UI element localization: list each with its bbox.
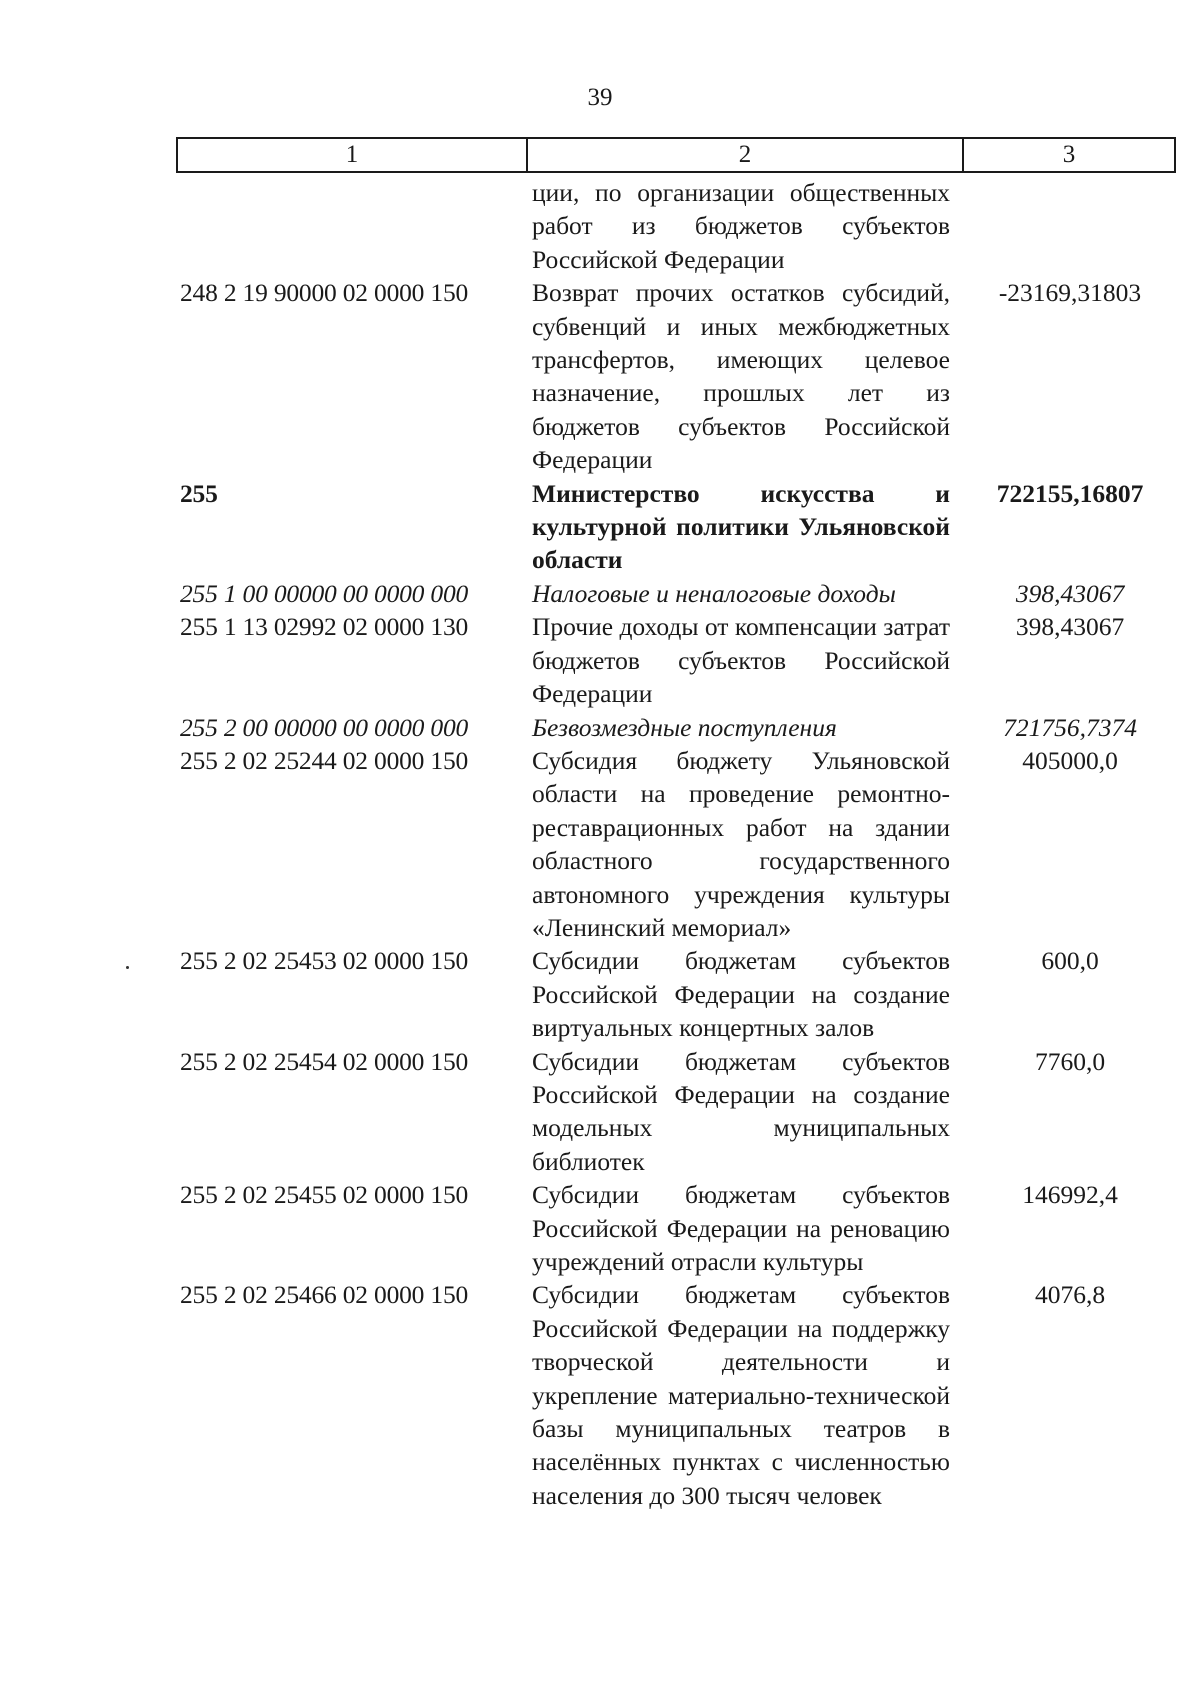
page-number: 39 bbox=[587, 84, 613, 111]
table-row bbox=[180, 944, 1180, 1044]
row-name: Возврат прочих остатков субсидий, субвенций и иных межбюджетных трансфертов, имеющих целевое назначение, прошлых лет из бюджетов субъектов Российской Федерации bbox=[532, 278, 950, 475]
header-col-1: 1 bbox=[178, 139, 528, 171]
row-code: 255 2 02 25454 02 0000 150 bbox=[180, 1046, 469, 1076]
row-name: Субсидии бюджетам субъектов Российской Федерации на поддержку творческой деятельности и укрепление материально-технической базы муниципальных театров в населённых пунктах с численностью населения до 300 тысяч человек bbox=[532, 1280, 950, 1510]
row-name: Субсидии бюджетам субъектов Российской Федерации на создание модельных муниципальных библиотек bbox=[532, 1046, 950, 1176]
row-code: 255 2 02 25244 02 0000 150 bbox=[180, 745, 469, 775]
table-row bbox=[180, 276, 1180, 476]
row-amount: 398,43067 bbox=[1015, 612, 1125, 642]
row-name: Субсидия бюджету Ульяновской области на проведение ремонтно-реставрационных работ на здании областного государственного автономного учреждения культуры «Ленинский мемориал» bbox=[532, 745, 950, 942]
header-col-2: 2 bbox=[528, 139, 964, 171]
row-amount: 7760,0 bbox=[1034, 1046, 1106, 1076]
row-name: Налоговые и неналоговые доходы bbox=[532, 578, 896, 608]
table-row bbox=[180, 1045, 1180, 1179]
table-row bbox=[180, 610, 1180, 710]
row-name: Субсидии бюджетам субъектов Российской Федерации на создание виртуальных концертных залов bbox=[532, 946, 950, 1043]
row-amount: 722155,16807 bbox=[996, 478, 1144, 508]
table-row bbox=[180, 744, 1180, 944]
table-body bbox=[180, 176, 1180, 1512]
table-row bbox=[180, 176, 1180, 276]
table-header bbox=[176, 137, 1176, 173]
row-code: 255 2 02 25455 02 0000 150 bbox=[180, 1180, 469, 1210]
table-row bbox=[180, 1178, 1180, 1278]
row-name: Прочие доходы от компенсации затрат бюджетов субъектов Российской Федерации bbox=[532, 612, 950, 709]
header-col-3: 3 bbox=[1062, 141, 1076, 168]
row-amount: 146992,4 bbox=[1022, 1180, 1118, 1210]
scan-speck bbox=[126, 966, 129, 969]
row-code: 255 2 02 25466 02 0000 150 bbox=[180, 1280, 469, 1310]
row-code: 255 bbox=[180, 478, 218, 508]
row-code: 255 2 00 00000 00 0000 000 bbox=[180, 712, 469, 742]
row-amount: 398,43067 bbox=[1015, 578, 1125, 608]
row-code bbox=[180, 176, 532, 276]
row-amount: 4076,8 bbox=[1034, 1280, 1106, 1310]
table-row bbox=[180, 577, 1180, 610]
table-row bbox=[180, 1278, 1180, 1512]
row-code: 255 1 13 02992 02 0000 130 bbox=[180, 612, 469, 642]
row-code: 255 1 00 00000 00 0000 000 bbox=[180, 578, 469, 608]
table-row bbox=[180, 477, 1180, 577]
row-name: Министерство искусства и культурной политики Ульяновской области bbox=[532, 478, 950, 575]
row-code: 255 2 02 25453 02 0000 150 bbox=[180, 946, 469, 976]
row-name: Безвозмездные поступления bbox=[532, 712, 837, 742]
row-amount: -23169,31803 bbox=[998, 278, 1142, 308]
row-name: Субсидии бюджетам субъектов Российской Федерации на реновацию учреждений отрасли культуры bbox=[532, 1180, 950, 1276]
row-amount bbox=[950, 176, 1180, 276]
row-amount: 721756,7374 bbox=[1003, 712, 1137, 742]
row-amount: 600,0 bbox=[1041, 946, 1099, 976]
row-code: 248 2 19 90000 02 0000 150 bbox=[180, 278, 469, 308]
row-name: ции, по организации общественных работ из бюджетов субъектов Российской Федерации bbox=[532, 178, 950, 274]
row-amount: 405000,0 bbox=[1022, 745, 1118, 775]
table-row bbox=[180, 711, 1180, 744]
